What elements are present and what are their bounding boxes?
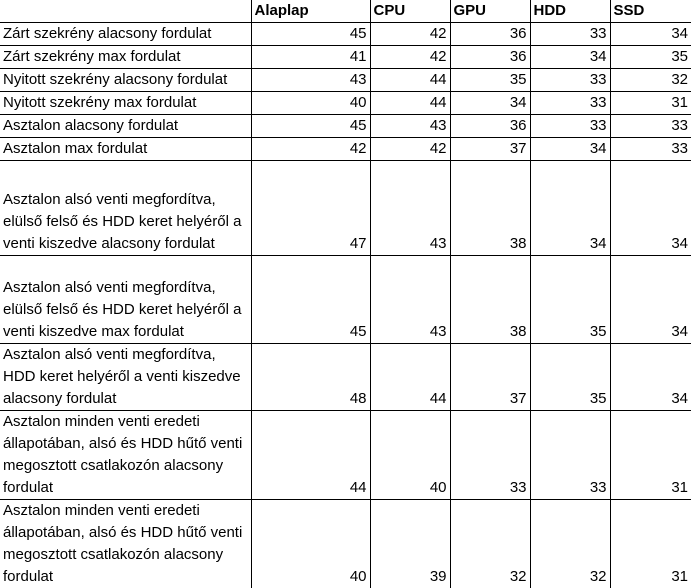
table-row — [0, 256, 691, 344]
cell-gpu: 37 — [450, 344, 530, 411]
row-label: Asztalon alsó venti megfordítva, elülső felső és HDD keret helyéről a venti kiszedve alacsony fordulat — [0, 161, 251, 256]
row-label: Nyitott szekrény alacsony fordulat — [0, 69, 251, 92]
cell-ssd: 33 — [610, 115, 691, 138]
cell-gpu: 37 — [450, 138, 530, 161]
table-row — [0, 23, 691, 46]
cell-gpu: 38 — [450, 161, 530, 256]
header-row — [0, 0, 691, 23]
row-label: Asztalon minden venti eredeti állapotában, alsó és HDD hűtő venti megosztott csatlakozón alacsony fordulat — [0, 411, 251, 500]
cell-hdd: 34 — [530, 161, 610, 256]
cell-alaplap: 42 — [251, 138, 370, 161]
cell-alaplap: 43 — [251, 69, 370, 92]
cell-hdd: 34 — [530, 46, 610, 69]
cell-cpu: 42 — [370, 23, 450, 46]
cell-hdd: 33 — [530, 23, 610, 46]
cell-gpu: 33 — [450, 411, 530, 500]
row-label: Nyitott szekrény max fordulat — [0, 92, 251, 115]
cell-cpu: 44 — [370, 344, 450, 411]
cell-gpu: 36 — [450, 23, 530, 46]
table-row — [0, 344, 691, 411]
table-row — [0, 138, 691, 161]
cell-gpu: 36 — [450, 46, 530, 69]
cell-alaplap: 44 — [251, 411, 370, 500]
table-row — [0, 115, 691, 138]
cell-alaplap: 47 — [251, 161, 370, 256]
cell-gpu: 36 — [450, 115, 530, 138]
cell-cpu: 42 — [370, 46, 450, 69]
cell-cpu: 43 — [370, 256, 450, 344]
header-ssd: SSD — [610, 0, 691, 23]
header-alaplap: Alaplap — [251, 0, 370, 23]
row-label: Zárt szekrény alacsony fordulat — [0, 23, 251, 46]
cell-cpu: 44 — [370, 92, 450, 115]
cell-alaplap: 45 — [251, 115, 370, 138]
cell-cpu: 40 — [370, 411, 450, 500]
cell-alaplap: 41 — [251, 46, 370, 69]
cell-hdd: 35 — [530, 256, 610, 344]
table-row — [0, 500, 691, 588]
cell-ssd: 32 — [610, 69, 691, 92]
table-row — [0, 69, 691, 92]
cell-ssd: 35 — [610, 46, 691, 69]
cell-cpu: 42 — [370, 138, 450, 161]
cell-ssd: 34 — [610, 161, 691, 256]
cell-ssd: 33 — [610, 138, 691, 161]
cell-gpu: 38 — [450, 256, 530, 344]
table-row — [0, 161, 691, 256]
row-label: Zárt szekrény max fordulat — [0, 46, 251, 69]
cell-alaplap: 48 — [251, 344, 370, 411]
cell-hdd: 34 — [530, 138, 610, 161]
cell-ssd: 34 — [610, 256, 691, 344]
cell-gpu: 32 — [450, 500, 530, 588]
cell-ssd: 31 — [610, 500, 691, 588]
cell-alaplap: 40 — [251, 92, 370, 115]
cell-alaplap: 45 — [251, 256, 370, 344]
table-row — [0, 46, 691, 69]
row-label: Asztalon minden venti eredeti állapotában, alsó és HDD hűtő venti megosztott csatlakozón alacsony fordulat — [0, 500, 251, 588]
row-label: Asztalon max fordulat — [0, 138, 251, 161]
header-hdd: HDD — [530, 0, 610, 23]
cell-alaplap: 45 — [251, 23, 370, 46]
cell-ssd: 34 — [610, 23, 691, 46]
cell-cpu: 43 — [370, 161, 450, 256]
cell-cpu: 39 — [370, 500, 450, 588]
row-label: Asztalon alsó venti megfordítva, HDD keret helyéről a venti kiszedve alacsony fordulat — [0, 344, 251, 411]
row-label: Asztalon alsó venti megfordítva, elülső felső és HDD keret helyéről a venti kiszedve max fordulat — [0, 256, 251, 344]
cell-hdd: 33 — [530, 115, 610, 138]
cell-hdd: 33 — [530, 92, 610, 115]
row-label: Asztalon alacsony fordulat — [0, 115, 251, 138]
cell-alaplap: 40 — [251, 500, 370, 588]
cell-ssd: 34 — [610, 344, 691, 411]
cell-hdd: 33 — [530, 411, 610, 500]
cell-hdd: 35 — [530, 344, 610, 411]
cell-ssd: 31 — [610, 92, 691, 115]
cell-hdd: 33 — [530, 69, 610, 92]
cell-hdd: 32 — [530, 500, 610, 588]
header-gpu: GPU — [450, 0, 530, 23]
cell-cpu: 44 — [370, 69, 450, 92]
table-row — [0, 92, 691, 115]
cell-gpu: 34 — [450, 92, 530, 115]
cell-ssd: 31 — [610, 411, 691, 500]
cell-cpu: 43 — [370, 115, 450, 138]
header-cpu: CPU — [370, 0, 450, 23]
cell-gpu: 35 — [450, 69, 530, 92]
table-row — [0, 411, 691, 500]
corner-cell — [0, 0, 251, 23]
